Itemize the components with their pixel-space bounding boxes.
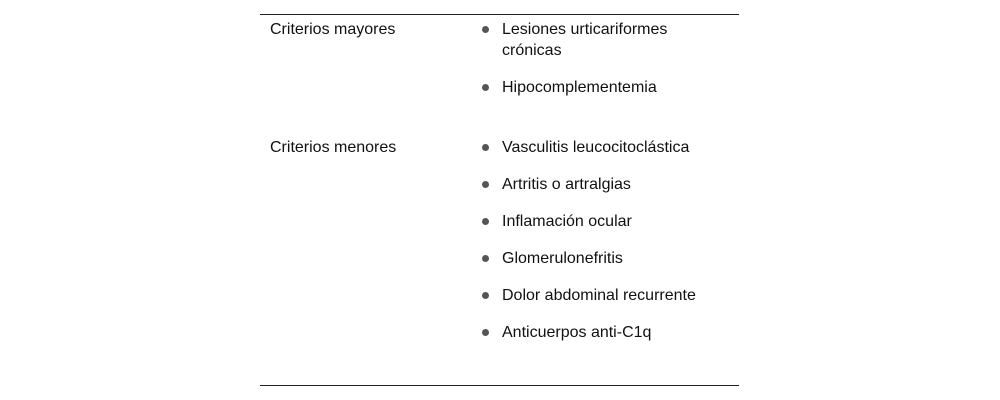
list-item [482,174,722,195]
list-item-text: Anticuerpos anti-C1q [502,324,652,341]
list-item-text: Artritis o artralgias [502,176,631,193]
list-item [482,285,722,306]
list-item [482,248,722,269]
list-item-text: Glomerulonefritis [502,250,623,267]
major-criteria-list [482,19,722,114]
criteria-table [260,14,739,386]
list-item [482,19,722,61]
minor-criteria-list [482,137,722,359]
list-item-text: Hipocomplementemia [502,79,657,96]
row-label-minor-criteria: Criterios menores [270,139,397,156]
list-item-text: Inflamación ocular [502,213,632,230]
row-label-major-criteria: Criterios mayores [270,21,396,38]
bullet-dot-icon [482,84,489,91]
bullet-dot-icon [482,26,489,33]
list-item-text: Vasculitis leucocitoclástica [502,139,690,156]
bullet-dot-icon [482,292,489,299]
list-item-text: Lesiones urticariformes crónicas [502,21,668,59]
list-item [482,137,722,158]
bullet-dot-icon [482,181,489,188]
list-item [482,77,722,98]
list-item [482,211,722,232]
list-item-text: Dolor abdominal recurrente [502,287,696,304]
bullet-dot-icon [482,144,489,151]
list-item [482,322,722,343]
bullet-dot-icon [482,255,489,262]
bullet-dot-icon [482,218,489,225]
bullet-dot-icon [482,329,489,336]
